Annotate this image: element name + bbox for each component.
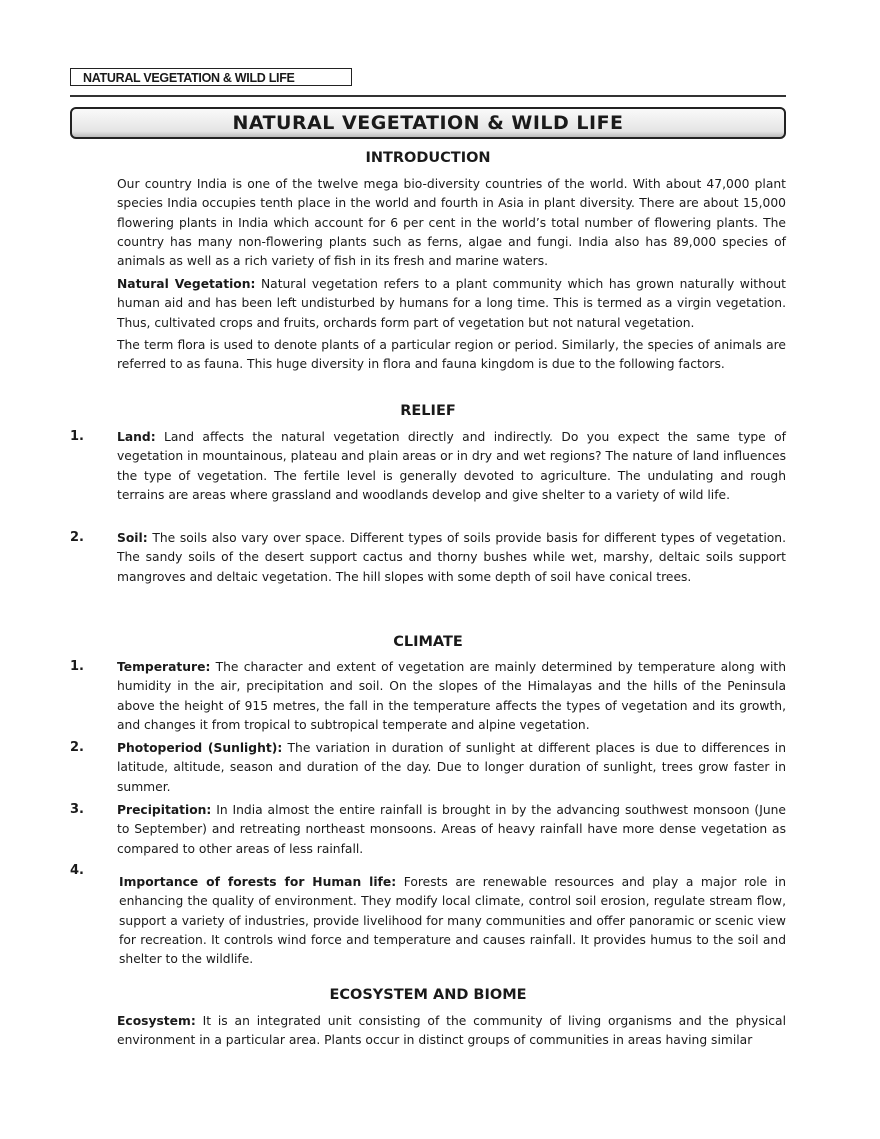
heading-relief: RELIEF	[400, 403, 456, 419]
natural-vegetation-paragraph	[117, 275, 786, 333]
item-number: 3.	[70, 802, 84, 817]
heading-ecosystem: ECOSYSTEM AND BIOME	[329, 987, 527, 1003]
climate-temperature	[117, 658, 786, 735]
term: Land:	[117, 430, 156, 444]
heading-introduction: INTRODUCTION	[365, 150, 491, 166]
text: Forests are renewable resources and play a major role in enhancing the quality of environment. They modify local climate, control soil erosion, regulate stream flow, support a variety of industries, provide livelihood for many communities and offer panoramic or scenic view for recreation. It controls wind force and temperature and causes rainfall. It provides humus to the soil and shelter to the wildlife.	[119, 875, 786, 967]
term: Photoperiod (Sunlight):	[117, 741, 283, 755]
relief-soil	[117, 529, 786, 587]
chapter-title: NATURAL VEGETATION & WILD LIFE	[70, 107, 786, 139]
heading-climate: CLIMATE	[393, 634, 463, 650]
ecosystem-paragraph	[117, 1012, 786, 1051]
term: Ecosystem:	[117, 1014, 196, 1028]
text: The variation in duration of sunlight at different places is due to differences in latitude, altitude, season and duration of the day. Due to longer duration of sunlight, trees grow faster in summer.	[117, 741, 787, 794]
climate-forests	[119, 873, 786, 969]
item-number: 2.	[70, 530, 84, 545]
term: Precipitation:	[117, 803, 212, 817]
header-rule	[70, 95, 786, 97]
climate-precipitation	[117, 801, 786, 859]
text: Land affects the natural vegetation directly and indirectly. Do you expect the same type of vegetation in mountainous, plateau and plain areas or in dry and wet regions? The nature of land influences the type of vegetation. The fertile level is generally devoted to agriculture. The undulating and rough terrains are areas where grassland and woodlands develop and give shelter to a variety of wild life.	[117, 430, 786, 502]
running-header: NATURAL VEGETATION & WILD LIFE	[70, 68, 352, 86]
climate-photoperiod	[117, 739, 786, 797]
term: Soil:	[117, 531, 148, 545]
text: The soils also vary over space. Different types of soils provide basis for different types of vegetation. The sandy soils of the desert support cactus and thorny bushes while wet, marshy, deltaic soils support mangroves and deltaic vegetation. The hill slopes with some depth of soil have conical trees.	[117, 531, 786, 584]
relief-land	[117, 428, 786, 505]
intro-paragraph: Our country India is one of the twelve mega bio-diversity countries of the world. With about 47,000 plant species India occupies tenth place in the world and fourth in Asia in plant diversity. There are about 15,000 flowering plants in India which account for 6 per cent in the world’s total number of flowering plants. The country has many non-flowering plants such as ferns, algae and fungi. India also has 89,000 species of animals as well as a rich variety of fish in its fresh and marine waters.	[117, 177, 786, 269]
text: Natural vegetation refers to a plant community which has grown naturally without human aid and has been left undisturbed by humans for a long time. This is termed as a virgin vegetation. Thus, cultivated crops and fruits, orchards form part of vegetation but not natural vegetation.	[117, 277, 786, 330]
flora-paragraph: The term flora is used to denote plants of a particular region or period. Similarly, the species of animals are referred to as fauna. This huge diversity in flora and fauna kingdom is due to the following factors.	[117, 338, 786, 372]
item-number: 4.	[70, 863, 84, 878]
text: In India almost the entire rainfall is brought in by the advancing southwest monsoon (June to September) and retreating northeast monsoons. Areas of heavy rainfall have more dense vegetation as compared to other areas of less rainfall.	[117, 803, 786, 856]
term: Temperature:	[117, 660, 211, 674]
term: Natural Vegetation:	[117, 277, 256, 291]
term: Importance of forests for Human life:	[119, 875, 397, 889]
item-number: 1.	[70, 429, 84, 444]
text: The character and extent of vegetation are mainly determined by temperature along with humidity in the air, precipitation and soil. On the slopes of the Himalayas and the hills of the Peninsula above the height of 915 metres, the fall in the temperature affects the types of vegetation and its growth, and changes it from tropical to subtropical temperate and alpine vegetation.	[117, 660, 786, 732]
item-number: 1.	[70, 659, 84, 674]
text: It is an integrated unit consisting of the community of living organisms and the physical environment in a particular area. Plants occur in distinct groups of communities in areas having similar	[117, 1014, 786, 1048]
item-number: 2.	[70, 740, 84, 755]
